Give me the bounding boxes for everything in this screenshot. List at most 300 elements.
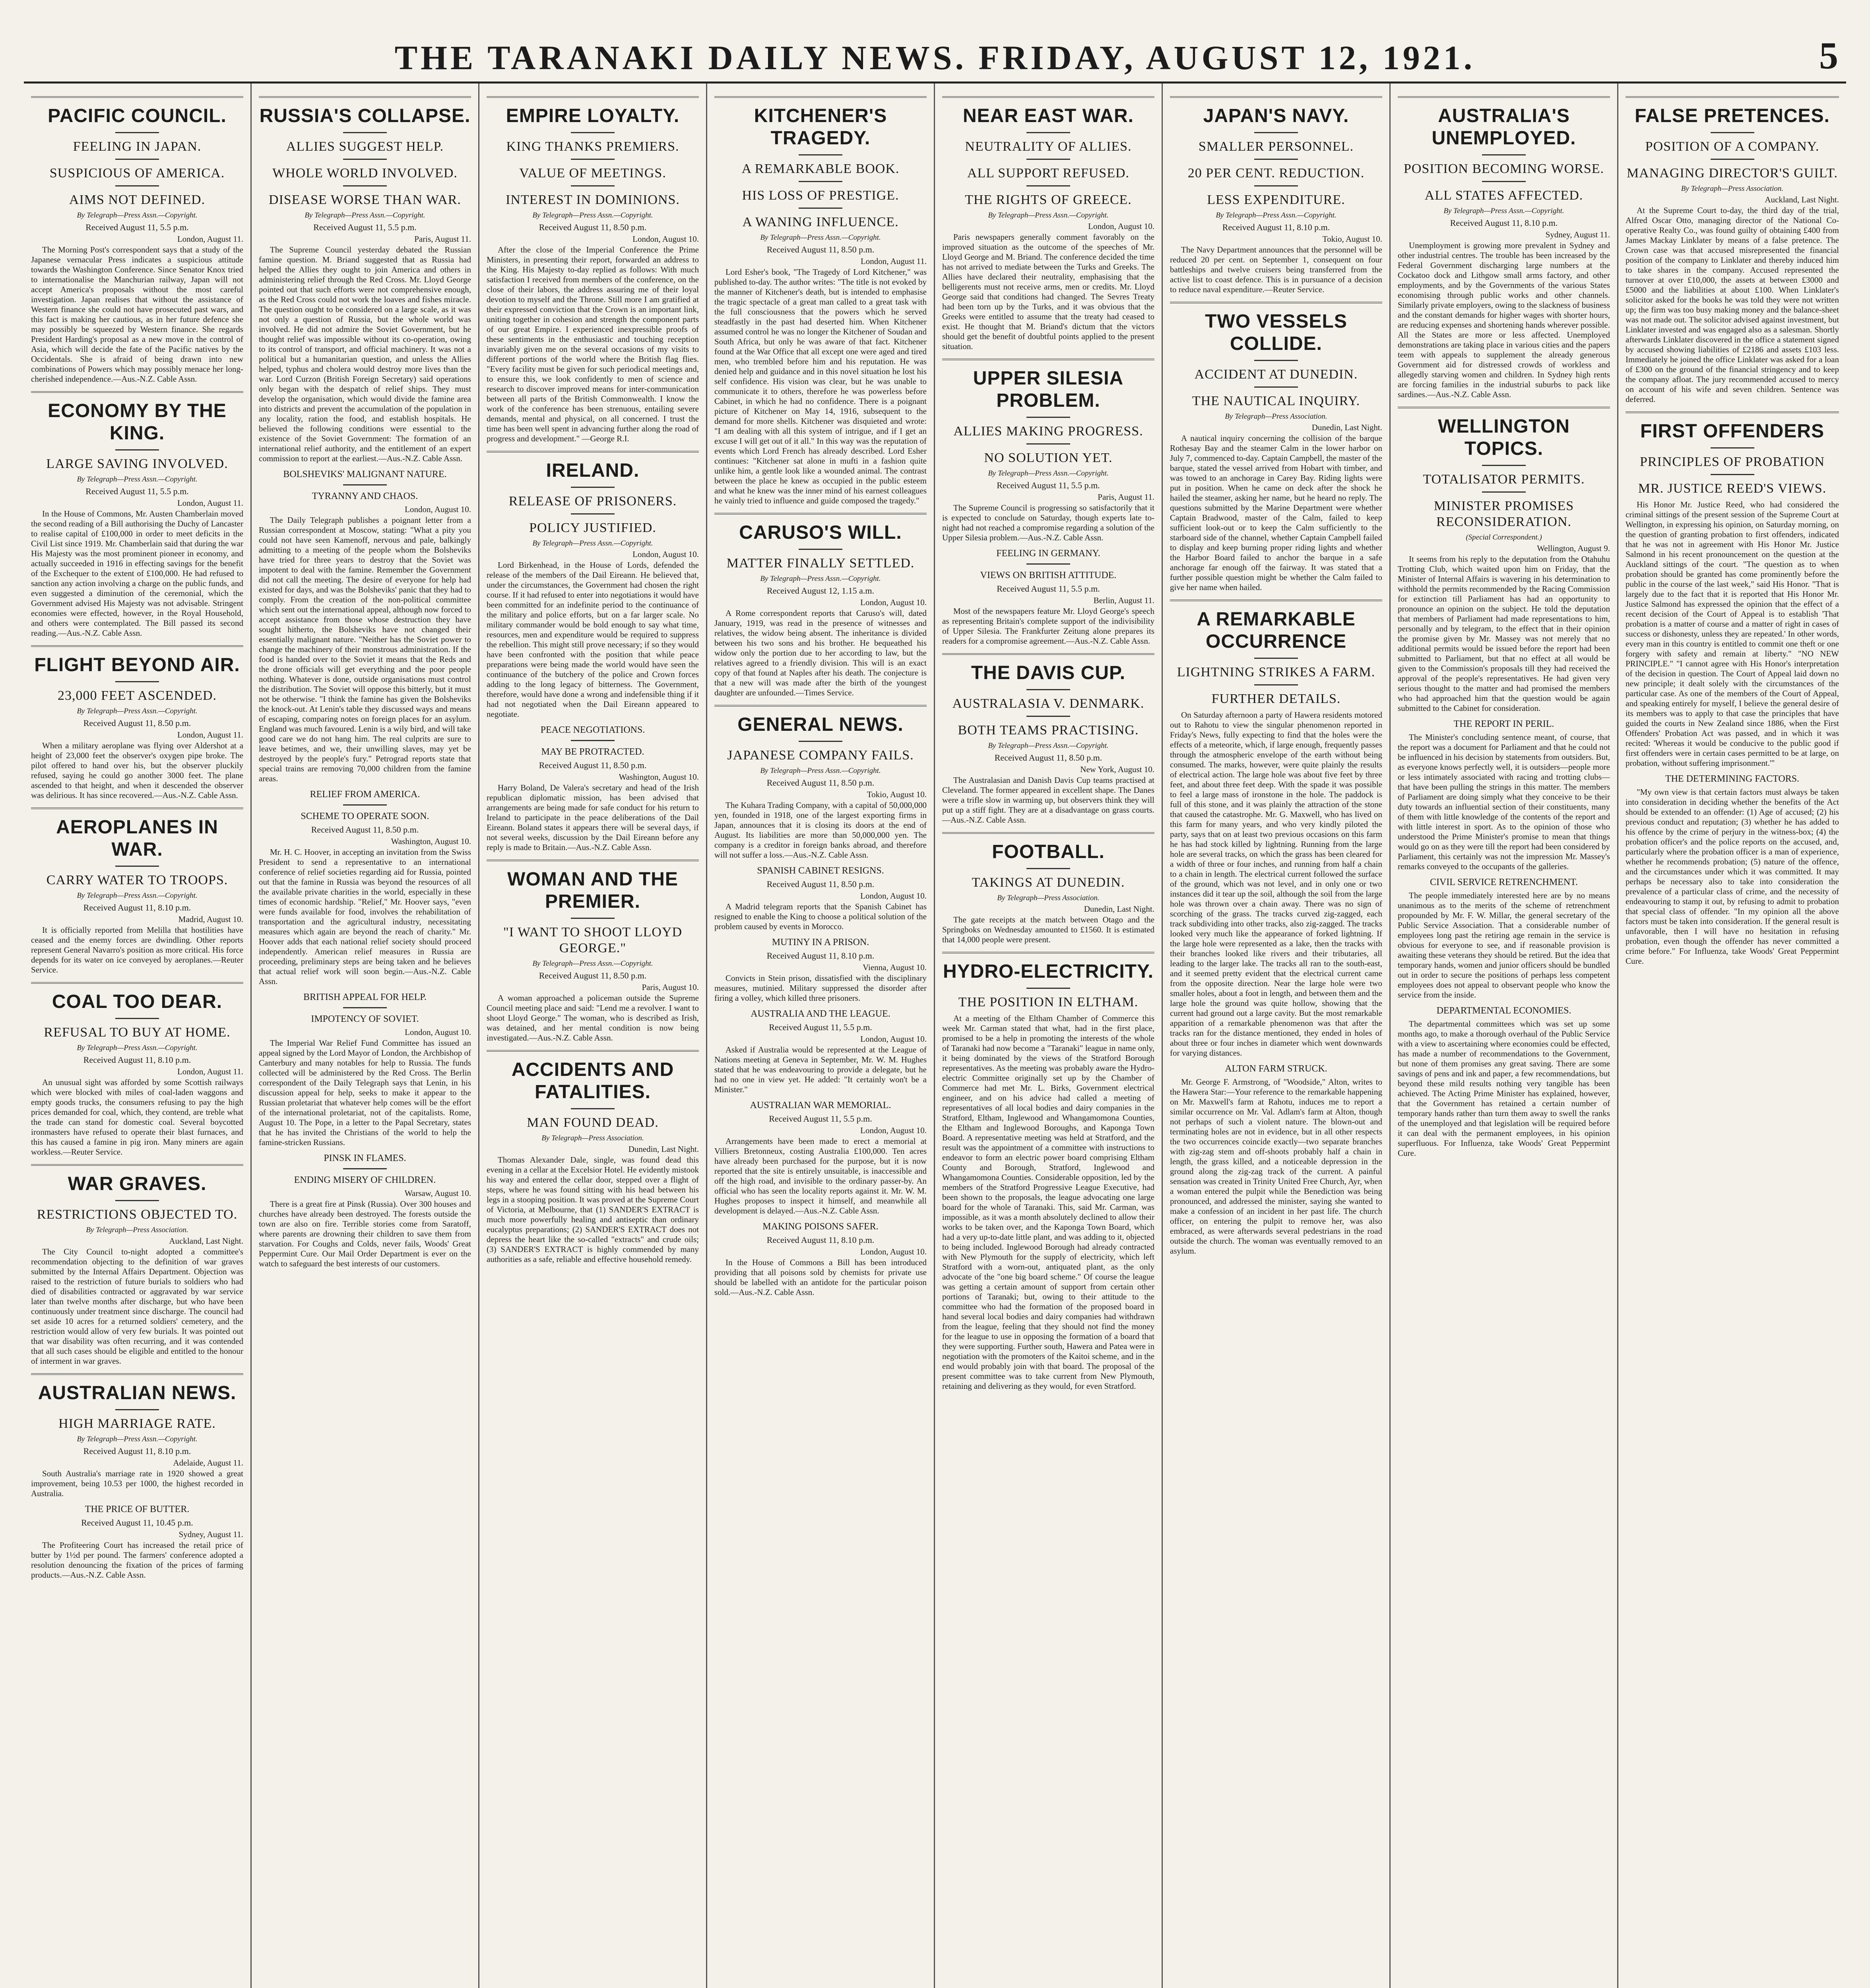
dateline: London, August 10.	[405, 505, 471, 514]
article	[1398, 1005, 1610, 1158]
article-body: On Saturday afternoon a party of Hawera residents motored out to Rahotu to view the singular phenomenon reported in Friday's News, fully expecting to find that the holes were the effects of a meteorite, which, if large enough, frequently passes through the atmospheric envelope of the earth without being consumed. The marks, however, were quite plainly the results of electrical action. The large hole was about five feet by three feet, and about three feet deep. With the spade it was possible to feel a large mass of ironstone in the hole. The paddock is full of this stone, and it was plainly the attraction of the stone that caused the catastrophe. Mr. G. Maxwell, who has lived on this farm for many years, and who very kindly piloted the party, says that on at least two previous occasions on this farm he has had stock killed by lightning. Running from the large hole are several tracks, on which the grass has been cleared for a width of three or four inches, and running from half a chain to a chain in length. The electrical current followed the surface of the ground, which was not level, and in only one or two instances did it tear up the soil, although the soil from the large hole was thrown over a chain away. There was no sign of scorching of the grass. The tracks curved zig-zagged, each track subdividing into other tracks, also zig-zagged. The tracks looked very much like the appearance of forked lightning. If the large hole were represented as a lake, then the tracks with their branches looked like rivers and their tributaries, all leading to the larger lake. The tracks all ran to the south-east, and it seemed pretty evident that the electrical current came from the opposite direction. Near the large hole were two smaller holes, about a foot in length, and between them and the large hole the ground was quite hollow, showing that the current had ground out a large cavity. But the most remarkable apparition of a remarkable phenomenon was that after the tracks ran for the distance mentioned, they ended in holes of about three or four inches in diameter which went downwards for varying distances.	[1170, 710, 1382, 1058]
dash-divider	[343, 1007, 387, 1008]
dash-divider	[1254, 386, 1298, 388]
dash-divider	[115, 1409, 159, 1410]
article-subheading: THE PRICE OF BUTTER.	[85, 1504, 190, 1514]
article-subheading: THE RIGHTS OF GREECE.	[965, 192, 1132, 207]
article-headline: WOMAN AND THE PREMIER.	[507, 869, 678, 912]
dateline: London, August 10.	[860, 891, 927, 901]
article-body: The Kuhara Trading Company, with a capital of 50,000,000 yen, founded in 1918, one of the largest exporting firms in Japan, announces that it is closing its doors at the end of August. Its liabilities are more than 50,000,000 yen. The company is a creditor in foreign banks abroad, and therefore will not suffer a loss.—Aus.-N.Z. Cable Assn.	[714, 800, 927, 860]
article-subheading: MINISTER PROMISES RECONSIDERATION.	[1434, 499, 1574, 529]
article-body: Mr. George F. Armstrong, of "Woodside," Alton, writes to the Hawera Star:—Your reference to the remarkable happening on Mr. Maxwell's farm at Rahotu, induces me to report a similar occurrence on Mr. Val. Adlam's farm at Alton, though not perhaps of such a violent nature. The blown-out and terminating holes are not in evidence, but in all other respects the two occurrences coincide exactly—two separate branches with zig-zag stem and off-shoots probably half a chain in length, the grass killed, and a noticeable depression in the ground along the zig-zag track of the current. A painful sensation was created in Trinity United Free Church, Ayr, when a woman entered the pulpit while the Benediction was being pronounced, and addressed the minister, saying she wanted to make a confession of an incident in her past life. The church officer, on entering the pulpit to remove her, was also embraced, as were afterwards several pedestrians in the road outside the church. The woman was eventually removed to an asylum.	[1170, 1077, 1382, 1256]
dash-divider	[571, 159, 615, 160]
article-subheading: ALLIES SUGGEST HELP.	[286, 139, 444, 154]
article-headline: AUSTRALIA'S UNEMPLOYED.	[1432, 105, 1576, 149]
section-rule	[31, 1164, 243, 1166]
article-body: A Rome correspondent reports that Caruso's will, dated January, 1919, was read in the presence of witnesses and relatives, the widow being absent. The inheritance is divided between his two sons and his brother. He bequeathed his widow only the portion due to her according to law, but the relatives agreed to a friendly division. This will is an exact copy of that found at Naples after his death. The conjecture is that a new will was made after the birth of the youngest daughter are unfounded.—Times Service.	[714, 608, 927, 697]
article-subheading: SCHEME TO OPERATE SOON.	[301, 811, 429, 821]
article	[1170, 302, 1382, 592]
article-subheading: MAY BE PROTRACTED.	[541, 747, 644, 757]
dateline: Wellington, August 9.	[1537, 544, 1610, 553]
columns	[24, 83, 1846, 1988]
dash-divider	[1482, 181, 1526, 182]
dash-divider	[571, 1108, 615, 1109]
wire-credit: By Telegraph—Press Association.	[541, 1134, 644, 1142]
article	[714, 936, 927, 1003]
article-subheading: MANAGING DIRECTOR'S GUILT.	[1626, 166, 1838, 181]
article-headline: KITCHENER'S TRAGEDY.	[754, 105, 887, 149]
dash-divider	[1026, 185, 1070, 186]
wire-credit: By Telegraph—Press Assn.—Copyright.	[532, 539, 653, 547]
dash-divider	[571, 740, 615, 741]
article-body: The Supreme Council is progressing so satisfactorily that it is expected to conclude on Saturday, though experts late to-night had not reached a compromise regarding a solution of the Upper Silesia problem.—Aus.-N.Z. Cable Assn.	[942, 503, 1154, 542]
article-subheading: LIGHTNING STRIKES A FARM.	[1177, 665, 1375, 679]
section-rule	[259, 96, 471, 98]
dash-divider	[799, 549, 842, 550]
article-headline: WAR GRAVES.	[68, 1173, 207, 1194]
dash-divider	[1026, 417, 1070, 418]
section-rule	[31, 1373, 243, 1375]
wire-credit: By Telegraph—Press Association.	[86, 1226, 188, 1234]
column-1	[24, 83, 252, 1988]
dateline: Washington, August 10.	[391, 837, 471, 846]
dateline: Washington, August 10.	[619, 772, 699, 782]
column-6	[1163, 83, 1391, 1988]
dash-divider	[115, 681, 159, 682]
article-subheading: HIS LOSS OF PRESTIGE.	[742, 188, 899, 203]
dash-divider	[799, 154, 842, 155]
article-body: The departmental committees which was set up some months ago, to make a thorough overhaul of the Public Service with a view to ascertaining where economies could be effected, has made a number of recommendations to the Government, but none of them promises any great saving. There are some savings of pens and ink and paper, a few recommendations, but beyond these mild results nothing very tangible has been achieved. The Acting Prime Minister has explained, however, that the Government has retained a certain number of temporary hands rather than turn them away to swell the ranks of the unemployed and that legislation will be required before it can deal with the permanent employees, in his opinion superfluous. For Influenza, take Woods' Great Peppermint Cure.	[1398, 1019, 1610, 1158]
article	[31, 808, 243, 975]
dateline: Adelaide, August 11.	[173, 1458, 243, 1468]
article-body: Convicts in Stein prison, dissatisfied with the disciplinary measures, mutinied. Military suppressed the disorder after firing a volley, which killed three prisoners.	[714, 973, 927, 1003]
article-headline: HYDRO-ELECTRICITY.	[943, 961, 1154, 982]
article-subheading: MR. JUSTICE REED'S VIEWS.	[1638, 481, 1827, 496]
article-subheading: TOTALISATOR PERMITS.	[1423, 472, 1585, 487]
wire-credit: (Special Correspondent.)	[1466, 533, 1542, 542]
article-subheading: "I WANT TO SHOOT LLOYD GEORGE."	[503, 925, 683, 955]
article-subheading: LARGE SAVING INVOLVED.	[46, 456, 228, 471]
received-time: Received August 11, 5.5 p.m.	[997, 480, 1100, 490]
dateline: Sydney, August 11.	[178, 1530, 243, 1539]
article-subheading: AIMS NOT DEFINED.	[69, 192, 206, 207]
dash-divider	[1026, 159, 1070, 160]
dateline: London, August 10.	[1088, 221, 1154, 231]
article-subheading: TYRANNY AND CHAOS.	[312, 491, 418, 501]
article-subheading: THE REPORT IN PERIL.	[1453, 719, 1554, 729]
article	[1398, 96, 1610, 400]
article-body: Harry Boland, De Valera's secretary and head of the Irish republican diplomatic mission, has been advised that arrangements are being made for safe conduct for his return to Ireland to participate in the peace deliberations of the Dail Eireann. Boland states it appears there will be several days, if not several weeks, discussion by the Dail Eireann before any reply is made to Britain.—Aus.-N.Z. Cable Assn.	[487, 783, 699, 852]
article	[1398, 876, 1610, 1000]
article-body: When a military aeroplane was flying over Aldershot at a height of 23,000 feet the observer's oxygen pipe broke. The pilot offered to hand over his, but the observer pluckily refused, saying he could go another 3000 feet. The plane ascended to that height, and when it descended the observer was delirious. It has since recovered.—Aus.-N.Z. Cable Assn.	[31, 741, 243, 800]
dateline: London, August 10.	[860, 1247, 927, 1256]
article-subheading: VALUE OF MEETINGS.	[519, 166, 666, 181]
article-subheading: NEUTRALITY OF ALLIES.	[965, 139, 1132, 154]
article-subheading: INTEREST IN DOMINIONS.	[506, 192, 680, 207]
article-body: After the close of the Imperial Conference the Prime Ministers, in presenting their report, forwarded an address to the King. His Majesty to-day replied as follows: With much satisfaction I received from members of the conference, on the close of their labors, the address assuring me of their loyal devotion to myself and the Throne. Still more I am gratified at their expressed conviction that the Crown is an important link, uniting together in cohesion and strength the component parts of our great Empire. I experienced inexpressible proofs of these sentiments in the enthusiastic and touching reception invariably given me on the several occasions of my visits to different portions of the world where the British flag flies. "Every facility must be given for such periodical meetings and, to ensure this, we look confidently to men of science and research to discover improved means for inter-communication between all parts of the British Commonwealth. I know the work of the conference has been strenuous, entailing severe demands, mental and physical, on all concerned. I trust the time has been well spent in advancing further along the road of progress and development." —George R.I.	[487, 245, 699, 443]
article	[1626, 96, 1839, 404]
received-time: Received August 11, 8.10 p.m.	[766, 1235, 875, 1245]
dash-divider	[1254, 684, 1298, 685]
section-rule	[487, 1050, 699, 1052]
dash-divider	[1026, 716, 1070, 717]
article	[487, 1050, 699, 1264]
dateline: London, August 11.	[860, 256, 927, 266]
article-subheading: POSITION OF A COMPANY.	[1645, 139, 1820, 154]
article-subheading: AUSTRALIA AND THE LEAGUE.	[751, 1009, 890, 1019]
dash-divider	[343, 1168, 387, 1169]
section-rule	[1626, 96, 1839, 98]
article-body: Thomas Alexander Dale, single, was found dead this evening in a cellar at the Excelsior Hotel. He evidently mistook his way and entered the cellar door, stepped over a flight of steps, where he was found sitting with his head between his legs in a stooping position. It was proved at the Supreme Court of Victoria, at Melbourne, that (1) SANDER'S EXTRACT is much more powerfully healing and antiseptic than ordinary eucalyptus preparations; (2) SANDER'S EXTRACT does not depress the heart like the so-called "extracts" and crude oils; (3) SANDER'S EXTRACT is highly commended by many authorities as a safe, reliable and effective household remedy.	[487, 1155, 699, 1264]
article-subheading: THE POSITION IN ELTHAM.	[958, 995, 1139, 1010]
wire-credit: By Telegraph—Press Assn.—Copyright.	[988, 469, 1109, 478]
dash-divider	[1026, 988, 1070, 989]
wire-credit: By Telegraph—Press Assn.—Copyright.	[77, 211, 198, 219]
article-subheading: MUTINY IN A PRISON.	[772, 937, 869, 947]
article-subheading: ENDING MISERY OF CHILDREN.	[294, 1175, 436, 1185]
dateline: London, August 10.	[860, 1126, 927, 1135]
dash-divider	[799, 181, 842, 182]
dateline: London, August 11.	[177, 730, 243, 740]
section-rule	[714, 513, 927, 514]
received-time: Received August 11, 8.50 p.m.	[994, 753, 1102, 763]
article-headline: AEROPLANES IN WAR.	[56, 817, 218, 860]
article-body: It is officially reported from Melilla that hostilities have ceased and the enemy forces are dwindling. Other reports represent General Navarro's position as more critical. His force depends for its water on ice conveyed by aeroplanes.—Reuter Service.	[31, 925, 243, 975]
article	[259, 96, 471, 464]
article-subheading: ALL STATES AFFECTED.	[1424, 188, 1583, 203]
dash-divider	[1482, 491, 1526, 493]
article	[942, 952, 1154, 1391]
article-subheading: JAPANESE COMPANY FAILS.	[727, 748, 914, 763]
section-rule	[31, 96, 243, 98]
article-subheading: POSITION BECOMING WORSE.	[1403, 161, 1604, 176]
section-rule	[1170, 96, 1382, 98]
article-subheading: RESTRICTIONS OBJECTED TO.	[37, 1207, 238, 1222]
article	[1626, 773, 1839, 966]
article	[259, 788, 471, 986]
dateline: Auckland, Last Night.	[169, 1236, 243, 1246]
received-time: Received August 12, 1.15 a.m.	[766, 586, 875, 596]
article-body: There is a great fire at Pinsk (Russia). Over 300 houses and churches have already been destroyed. The forests outside the town are also on fire. Terrible stories come from Saratoff, where parents are drowning their children to save them from starvation. For Coughs and Colds, never fails, Woods' Great Peppermint Cure. Our Mail Order Department is ever on the watch to safeguard the best interests of our customers.	[259, 1199, 471, 1268]
article	[942, 653, 1154, 825]
dash-divider	[343, 484, 387, 485]
column-4	[707, 83, 935, 1988]
wire-credit: By Telegraph—Press Association.	[997, 894, 1100, 902]
dash-divider	[115, 449, 159, 450]
dash-divider	[1254, 132, 1298, 133]
article-body: South Australia's marriage rate in 1920 showed a great improvement, being 10.53 per 1000, the highest recorded in Australia.	[31, 1469, 243, 1498]
dash-divider	[343, 159, 387, 160]
article-headline: THE DAVIS CUP.	[971, 662, 1126, 683]
dateline: Paris, August 11.	[1098, 492, 1154, 502]
article-subheading: PINSK IN FLAMES.	[324, 1153, 406, 1163]
received-time: Received August 11, 8.50 p.m.	[766, 879, 875, 889]
article	[259, 468, 471, 784]
article-subheading: ACCIDENT AT DUNEDIN.	[1194, 367, 1358, 382]
received-time: Received August 11, 8.10 p.m.	[1222, 222, 1330, 232]
column-8	[1618, 83, 1846, 1988]
article-subheading: DISEASE WORSE THAN WAR.	[269, 192, 461, 207]
dash-divider	[1026, 132, 1070, 133]
wire-credit: By Telegraph—Press Assn.—Copyright.	[760, 575, 881, 583]
column-3	[479, 83, 707, 1988]
article-subheading: PRINCIPLES OF PROBATION	[1639, 454, 1825, 469]
dash-divider	[1482, 154, 1526, 155]
dateline: Paris, August 11.	[414, 234, 471, 244]
article-subheading: FEELING IN JAPAN.	[73, 139, 202, 154]
article-subheading: MATTER FINALLY SETTLED.	[726, 556, 915, 571]
dateline: London, August 11.	[177, 1067, 243, 1076]
article-headline: COAL TOO DEAR.	[52, 991, 223, 1012]
article-body: At a meeting of the Eltham Chamber of Commerce this week Mr. Carman stated that what, had in the first place, promised to be a help in promoting the interests of the whole of Taranaki had now become a "Taranaki" league in name only, it being dominated by the views of the Stratford Borough representatives. As the meeting was probably aware the Hydro-electric Committee originally set up by the Chamber of Commerce had met Mr. L. Birks, Government electrical engineer, and on his advice had called a meeting of representatives of all local bodies and dairy companies in the Stratford, Eltham, Inglewood and Whangamomona Counties, the Eltham and Inglewood Boroughs, and Kaponga Town Board. A representative meeting was held at Stratford, and the result was the appointment of a committee with instructions to endeavor to form an electric power board comprising Eltham County and Borough, Stratford, Inglewood and Whangamomona Counties. Considerable opposition, led by the members of the Stratford Progressive League Executive, had been shown to the proposals, the league advocating one large board for the whole of Taranaki. This, said Mr. Carman, was impossible, as it was a month absolutely declined to allow their works to be taken over, and the Kaponga Town Board, which had a very up-to-date little plant, and was adding to it, objected to being included. Inglewood Borough had already contracted with New Plymouth for the supply of electricity, which left Stratford with a worn-out, antiquated plant, as the only advocate of the "one big board scheme." Of course the league was getting a certain amount of support from certain other portions of Taranaki; but, owing to their attitude to the committee who had the formation of the proposed board in hand several local bodies and dairy companies had withdrawn from the league, feeling that they should not find the money for the league to use in opposing the formation of a board that they were supporting. Further south, Hawera and Patea were in negotiation with the promoters of the Kaitoi scheme, and in the end would probably join with that board. The proposal of the present committee was to take current from New Plymouth, retaining and delivering as they would, for even Stratford.	[942, 1013, 1154, 1391]
article-subheading: LESS EXPENDITURE.	[1207, 192, 1345, 207]
article-subheading: SMALLER PERSONNEL.	[1198, 139, 1354, 154]
article-subheading: FURTHER DETAILS.	[1211, 691, 1341, 706]
article-body: Arrangements have been made to erect a memorial at Villiers Bretonneux, costing Australia £100,000. Ten acres have already been purchased for the purpose, but it is now reported that the site is entirely unsuitable, is inaccessible and off the high road, and invisible to the ordinary passer-by. An official who has seen the locality reports against it. Mr. W. M. Hughes proposes to inspect it himself, and meanwhile all development is delayed.—Aus.-N.Z. Cable Assn.	[714, 1136, 927, 1215]
article	[1398, 407, 1610, 713]
wire-credit: By Telegraph—Press Association.	[1681, 184, 1784, 193]
dateline: London, August 10.	[632, 549, 699, 559]
article-body: The Imperial War Relief Fund Committee has issued an appeal signed by the Lord Mayor of London, the Archbishop of Canterbury and many notables for help to Russia. The funds collected will be administered by the Red Cross. The Berlin correspondent of the Daily Telegraph says that Lenin, in his discussion appeal for help, seeks to make it appear to the Russian proletariat that whatever help comes will be the effort of the international proletariat, not of the capitalists. Rome, August 10. The Pope, in a letter to the Papal Secretary, states that he has invited the Christians of the world to help the famine-stricken Russians.	[259, 1038, 471, 1147]
dateline: Vienna, August 10.	[863, 963, 927, 972]
received-time: Received August 11, 5.5 p.m.	[313, 222, 417, 232]
dateline: Madrid, August 10.	[178, 914, 243, 924]
received-time: Received August 11, 5.5 p.m.	[769, 1022, 872, 1032]
section-rule	[487, 860, 699, 861]
article-subheading: 20 PER CENT. REDUCTION.	[1187, 166, 1365, 181]
received-time: Received August 11, 8.50 p.m.	[539, 971, 647, 980]
article-body: In the House of Commons, Mr. Austen Chamberlain moved the second reading of a Bill authorising the Duchy of Lancaster to realise capital of £100,000 in order to meet deficits in the Civil List since 1919. Mr. Chamberlain said that during the war His Majesty was the most prominent pioneer in economy, and actually succeeded in 1916 in effecting savings for the benefit of the Exchequer to the extent of £100,000. He had refused to sanction any action involving a charge on the public funds, and even suggested a diminution of the ceremonial, which the Government advised His Majesty was not advisable. Stringent economies were effected, however, in the Royal Household, and others were contemplated. The Bill passed its second reading.—Aus.-N.Z. Cable Assn.	[31, 509, 243, 638]
article	[714, 1099, 927, 1216]
article-subheading: AUSTRALIAN WAR MEMORIAL.	[750, 1100, 891, 1110]
received-time: Received August 11, 5.5 p.m.	[997, 584, 1100, 594]
dash-divider	[1711, 474, 1754, 475]
article-body: A woman approached a policeman outside the Supreme Council meeting place and said: "Lend me a revolver. I want to shoot Lloyd George." The woman, who is described as Irish, was detained, and her mental condition is now being investigated.—Aus.-N.Z. Cable Assn.	[487, 993, 699, 1043]
dash-divider	[115, 132, 159, 133]
article-body: In the House of Commons a Bill has been introduced providing that all poisons sold by chemists for private use should be labelled with an antidote for the particular poison sold.—Aus.-N.Z. Cable Assn.	[714, 1258, 927, 1297]
article	[487, 724, 699, 852]
dateline: Sydney, August 11.	[1545, 230, 1610, 239]
received-time: Received August 11, 8.10 p.m.	[83, 1446, 191, 1456]
section-rule	[31, 808, 243, 809]
article	[1626, 412, 1839, 768]
article-subheading: AUSTRALASIA V. DENMARK.	[952, 696, 1145, 711]
article	[487, 860, 699, 1043]
section-rule	[1170, 600, 1382, 601]
dash-divider	[1482, 465, 1526, 466]
column-5	[935, 83, 1163, 1988]
article	[31, 391, 243, 638]
article	[1170, 96, 1382, 295]
dateline: Warsaw, August 10.	[404, 1188, 471, 1198]
article-headline: RUSSIA'S COLLAPSE.	[259, 105, 471, 126]
article	[714, 1008, 927, 1095]
section-rule	[31, 982, 243, 984]
dash-divider	[799, 208, 842, 209]
dash-divider	[571, 513, 615, 514]
article-subheading: REFUSAL TO BUY AT HOME.	[44, 1025, 231, 1040]
article	[31, 1503, 243, 1580]
section-rule	[487, 451, 699, 452]
article-body: Mr. H. C. Hoover, in accepting an invitation from the Swiss President to send a representative to an international conference of relief societies regarding aid for Russia, pointed out that the famine in Russia was beyond the resources of all the available private charities in the world, especially in these times of economic hardship. "Relief," Mr. Hoover says, "even were funds available for food, involves the rehabilitation of transportation and the agricultural industry, necessitating measures which again are beyond the reach of charity." Mr. Hoover adds that each national relief society should proceed independently. American relief measures in Russia are proceeding, preliminary steps are being taken and he believes that actual relief work will soon begin.—Aus.-N.Z. Cable Assn.	[259, 847, 471, 986]
dash-divider	[115, 1200, 159, 1201]
dash-divider	[571, 132, 615, 133]
dash-divider	[1254, 159, 1298, 160]
article-subheading: NO SOLUTION YET.	[984, 450, 1113, 465]
section-rule	[1398, 96, 1610, 98]
wire-credit: By Telegraph—Press Assn.—Copyright.	[532, 959, 653, 968]
article-headline: JAPAN'S NAVY.	[1203, 105, 1349, 126]
dash-divider	[1026, 443, 1070, 445]
article-body: Unemployment is growing more prevalent in Sydney and other industrial centres. The trouble has been increased by the Federal Government discharging large numbers at the Cockatoo dock and Lithgow small arms factory, and other employments, and by the Governments of the various States economising through public works and other channels. Similarly private employers, owing to the slackness of business and the constant demands for higher wages with shorter hours, are reducing expenses and shortening hands wherever possible. All the States are more or less affected. Unemployed demonstrations are taking place in various cities and the papers teem with appeals to supplement the already generous Government aid for distressed crowds of workless and allegedly starving women and children. In Sydney high rents are forcing families in the industrial suburbs to pack like sardines.—Aus.-N.Z. Cable Assn.	[1398, 241, 1610, 399]
article-body: The City Council to-night adopted a committee's recommendation objecting to the definition of war graves submitted by the Internal Affairs Department. Objection was raised to the restriction of future burials to soldiers who had died of disabilities contracted or aggravated by war service later than twelve months after discharge, but who have been continuously under treatment since discharge. The council had set aside 10 acres for a returned soldiers' cemetery, and the restriction would allow of very few burials. It was pointed out that war disability was often recurring, and it was contended that all such cases should be eligible and entitled to the honour of interment in war graves.	[31, 1247, 243, 1366]
article-body: The Supreme Council yesterday debated the Russian famine question. M. Briand suggested that as Russia had helped the Allies they ought to join America and others in administering relief through the Red Cross. Mr. Lloyd George pointed out that such efforts were not comprehensive enough, as the Red Cross could not work the loaves and fishes miracle. The question ought to be considered on a large scale, as it was not only a question of Russia, but the whole world was involved. He did not admire the Soviet Government, but he thought relief was impossible without its co-operation, owing to its control of transport, and official machinery. It was not a political but a humanitarian question, and unless the Allies helped, typhus and cholera would destroy more lives than the war. Lord Curzon (British Foreign Secretary) said operations only began with the despatch of relief ships. They must develop the organisation, which would divide the famine area into districts and prevent the accumulation of the population in any locality, ration the food, and establish hospitals. He believed the following conditions were essential to the existence of the Soviet Government: The formation of an international relief authority, and the entitlement of an expert commission to report at the earliest.—Aus.-N.Z. Cable Assn.	[259, 245, 471, 463]
article-body: The Australasian and Danish Davis Cup teams practised at Cleveland. The former appeared in excellent shape. The Danes were a trifle slow in warming up, but observers think they will put up a stiff fight. They are at a disadvantage on grass courts.—Aus.-N.Z. Cable Assn.	[942, 775, 1154, 825]
section-rule	[31, 645, 243, 647]
wire-credit: By Telegraph—Press Assn.—Copyright.	[760, 233, 881, 242]
article-subheading: KING THANKS PREMIERS.	[506, 139, 679, 154]
article	[714, 96, 927, 506]
article	[714, 865, 927, 932]
article-headline: FIRST OFFENDERS	[1640, 421, 1824, 442]
article-subheading: HIGH MARRIAGE RATE.	[58, 1416, 216, 1431]
article-body: Lord Birkenhead, in the House of Lords, defended the release of the members of the Dail Eireann. He believed that, under the circumstances, the Government had chosen the right course. If it had refused to enter into negotiations it would have been committed for an indefinite period to the continuance of the military and police efforts, but on a far larger scale. No military commander would be bold enough to say what time, resources, men and expenditure would be required to suppress the rebellion. This might still prove necessary; if so they would have been confronted with the position that while peace preparations were being made the world would have seen the continuance of the butchery of the police and Crown forces adding to the long legacy of bitterness. The Government, therefore, would have done a wrong and indefensible thing if it had not negotiated when the Dail Eireann appeared to negotiate.	[487, 560, 699, 719]
dash-divider	[115, 866, 159, 867]
received-time: Received August 11, 8.10 p.m.	[1450, 218, 1558, 228]
article-headline: A REMARKABLE OCCURRENCE	[1197, 609, 1356, 652]
article-subheading: BOLSHEVIKS' MALIGNANT NATURE.	[283, 469, 447, 480]
section-rule	[942, 952, 1154, 953]
dash-divider	[1254, 360, 1298, 361]
dateline: London, August 11.	[177, 234, 243, 244]
dash-divider	[115, 1018, 159, 1019]
article-headline: ACCIDENTS AND FATALITIES.	[511, 1059, 674, 1103]
article-body: The Profiteering Court has increased the retail price of butter by 1½d per pound. The farmers' conference adopted a resolution denouncing the fixation of the prices of farming products.—Aus.-N.Z. Cable Assn.	[31, 1540, 243, 1580]
article-subheading: TAKINGS AT DUNEDIN.	[972, 875, 1125, 890]
article-body: The Daily Telegraph publishes a poignant letter from a Russian correspondent at Moscow, stating: "What a pity you could not have seen Kamenoff, nervous and pale, balkingly admitting to a meeting of the people whom the Bolsheviks have tried for three years to destroy that the Soviet was impotent to deal with the famine. Remember the Government did not call the meeting. The desire of everyone for help had existed for days, and was the Bolsheviks' panic that they had to comply. From the creation of the non-political committee which sent out the international appeal, although now forced to accept assistance from those whose destruction they have sought hitherto, the Bolsheviks have not changed their essentially malignant nature. "Neither has the Soviet power to change the machinery of their monstrous administration. If the food is handed over to the Soviet it means that the Reds and the drone officials will get everything and the poor people nothing. Whatever is done, outside organisations must control the distribution. The Soviet will oppose this bitterly, but it must not be otherwise. "I think the famine has given the Bolsheviks the knock-out. At Lenin's table they discussed ways and means of escaping, comparing notes on foreign places for an asylum. England was much favoured. Lenin is a wily bird, and will take good care we do not hang him. The real culprits are sure to leave betimes, and we, their unwilling slaves, may yet be destroyed by the people's fury." Petrograd reports state that special trains are removing 70,000 children from the famine areas.	[259, 515, 471, 783]
article-headline: FALSE PRETENCES.	[1635, 105, 1830, 126]
article-subheading: BOTH TEAMS PRACTISING.	[958, 723, 1139, 738]
dateline: Berlin, August 11.	[1093, 596, 1154, 605]
article-headline: ECONOMY BY THE KING.	[48, 400, 227, 444]
article	[259, 991, 471, 1147]
article	[714, 1221, 927, 1297]
article	[31, 982, 243, 1157]
dash-divider	[571, 185, 615, 186]
dash-divider	[1026, 689, 1070, 690]
article-subheading: POLICY JUSTIFIED.	[529, 520, 656, 535]
wire-credit: By Telegraph—Press Association.	[1225, 412, 1327, 421]
article	[1398, 718, 1610, 872]
article-body: The Morning Post's correspondent says that a study of the Japanese vernacular Press indicates a suspicious attitude towards the Washington Conference. Since Senator Knox tried to internationalise the Manchurian railway, Japan will not accept America's proposals without the most careful investigation. Japan realises that without the assistance of Western finance she could not have prosecuted past wars, and this fact is making her cautious, as in her future defence she may possibly be squeezed by Western finance. She regards President Harding's proposal as a new move in the control of Asia, which will decide the fate of the Pacific natives by the Occidentals. She is afraid of being drawn into new combinations of Powers which may possibly menace her long-cherished independence.—Aus.-N.Z. Cable Assn.	[31, 245, 243, 384]
dash-divider	[343, 804, 387, 806]
section-rule	[1170, 302, 1382, 303]
article-headline: WELLINGTON TOPICS.	[1438, 416, 1570, 459]
article	[31, 96, 243, 384]
column-2	[252, 83, 479, 1988]
article-body: A nautical inquiry concerning the collision of the barque Rothesay Bay and the steamer Calm in the lower harbor on July 7, commenced to-day. Captain Campbell, the master of the barque, stated the vessel arrived from Hobart with timber, and was towed to an anchorage in Carey Bay. Riding lights were put in position. When he came on deck after the shock he hailed the steamer, asking her name, but he heard no reply. The questions submitted by the Marine Department were whether Captain Bradwood, master of the Calm, failed to keep sufficient look-out or to keep the Calm sufficiently to the starboard side of the channel, whether Captain Campbell failed to display and keep burning proper riding lights and whether the Harbor Board failed to anchor the barque in a safe anchorage far enough off the fairway. It was stated that a further possible question might be whether the Calm failed to give her name when hailed.	[1170, 433, 1382, 592]
wire-credit: By Telegraph—Press Assn.—Copyright.	[760, 767, 881, 775]
article-subheading: THE DETERMINING FACTORS.	[1665, 774, 1800, 784]
dateline: London, August 10.	[860, 598, 927, 607]
article-subheading: RELIEF FROM AMERICA.	[310, 789, 420, 800]
article-headline: AUSTRALIAN NEWS.	[38, 1382, 237, 1404]
dash-divider	[1254, 658, 1298, 659]
article-subheading: ALLIES MAKING PROGRESS.	[953, 424, 1143, 439]
article-subheading: 23,000 FEET ASCENDED.	[57, 688, 217, 703]
article-subheading: DEPARTMENTAL ECONOMIES.	[1436, 1006, 1571, 1016]
article-headline: UPPER SILESIA PROBLEM.	[973, 368, 1124, 411]
article-body: Asked if Australia would be represented at the League of Nations meeting at Geneva in September, Mr. W. M. Hughes stated that he was endeavouring to provide a delegate, but he had no one in view yet. He added: "It certainly won't be a Minister."	[714, 1045, 927, 1094]
received-time: Received August 11, 8.50 p.m.	[83, 718, 191, 728]
article-headline: IRELAND.	[546, 460, 640, 481]
masthead-title: THE TARANAKI DAILY NEWS. FRIDAY, AUGUST 12, 1921.	[394, 39, 1476, 77]
wire-credit: By Telegraph—Press Assn.—Copyright.	[1443, 207, 1564, 215]
wire-credit: By Telegraph—Press Assn.—Copyright.	[532, 211, 653, 219]
article-body: The Navy Department announces that the personnel will be reduced 20 per cent. on September 1, consequent on four battleships and twelve cruisers being transferred from the active list to coast defence. This is in pursuance of a decision to reduce naval expenditure.—Reuter Service.	[1170, 245, 1382, 294]
dash-divider	[799, 741, 842, 742]
page-number: 5	[1819, 34, 1838, 77]
article-body: An unusual sight was afforded by some Scottish railways which were blocked with miles of coal-laden waggons and empty goods trucks, the consumers refusing to pay the high prices demanded for coal, which, they contend, are treble what the trade can stand for domestic coal. Several boycotted ironmasters have refused to operate their blast furnaces, and this has caused a famine in pig iron. Many miners are again workless.—Reuter Service.	[31, 1077, 243, 1157]
dash-divider	[1254, 185, 1298, 186]
dateline: London, August 10.	[405, 1027, 471, 1037]
masthead	[24, 36, 1846, 83]
article-body: Lord Esher's book, "The Tragedy of Lord Kitchener," was published to-day. The author writes: "The title is not evoked by the manner of Kitchener's death, but is intended to emphasise the tragic spectacle of a great man called to a great task with the full consciousness that the powers which he served steadfastly in the past had deserted him. When Kitchener assumed control he was no longer the Kitchener of Soudan and South Africa, but only he was aware of that fact. Kitchener found at the War Office that all except one were aged and tired men, who trembled before him and his reputation. He was denied help and guidance and in this novel situation he lost his self confidence. His vision was clear, but he was unable to communicate it to others, therefore he was powerless before Cabinet, in which he had no confidence. There is a poignant picture of Kitchener on May 14, 1916, subsequent to the demand for more shells. Kitchener was disquieted and wrote: "I am dealing with all this system of intrigue, and if I get an excuse I will get out of it all." In this way was the reputation of events which Lord French has already described. Lord Esher continues: "Kitchener sat alone in mufti in a fashion quite unlike him, a gentle look like a wounded animal. The contrast between the place he knew as occupied in the public esteem and what he knew was the inner mind of his earnest colleagues he vainly tried to influence and guide composed the tragedy."	[714, 267, 927, 505]
article-subheading: RELEASE OF PRISONERS.	[508, 494, 677, 509]
dash-divider	[343, 132, 387, 133]
article-body: At the Supreme Court to-day, the third day of the trial, Alfred Oscar Otto, managing director of the National Co-operative Realty Co., was found guilty of obtaining £400 from James Mackay Linklater by means of a false pretence. The Crown case was that accused misrepresented the financial position of the company to Linklater and thereby induced him to take shares in the company. Accused represented the turnover at over £10,000, the assets at between £3000 and £5000 and the liabilities at about £100. When Linklater's solicitor asked for the books he was told they were not written up; the firm was too busy making money and the balance-sheet was not made out. The solicitor advised against investment, but Linklater invested and was engaged also as a salesman. Shortly afterwards Linklater discovered in the office a statement signed by accused showing liabilities of £2186 and assets £103 less. Immediately he joined the office Linklater was asked for a loan of £300 on the ground of the financial stringency and to keep the company afloat. The jury recommended accused to mercy on account of his wife and seven children. Sentence was deferred.	[1626, 206, 1839, 404]
article-subheading: CARRY WATER TO TROOPS.	[46, 873, 228, 887]
article	[259, 1152, 471, 1269]
article-subheading: FEELING IN GERMANY.	[996, 548, 1100, 559]
section-rule	[942, 359, 1154, 360]
dash-divider	[115, 159, 159, 160]
article-subheading: BRITISH APPEAL FOR HELP.	[303, 992, 427, 1002]
article-subheading: A REMARKABLE BOOK.	[741, 161, 900, 176]
wire-credit: By Telegraph—Press Assn.—Copyright.	[77, 1044, 198, 1052]
wire-credit: By Telegraph—Press Assn.—Copyright.	[988, 211, 1109, 219]
article-body: A Madrid telegram reports that the Spanish Cabinet has resigned to enable the King to choose a political solution of the problem caused by events in Morocco.	[714, 902, 927, 931]
article-body: "My own view is that certain factors must always be taken into consideration in deciding whether the benefits of the Act should be extended to an offender: (1) Age of accused; (2) his previous conduct and reputation; (3) whether he has added to his offence by the crime of perjury in the witness-box; (4) the probation officer's and the police reports on the accused, and, particularly where the probation officer is a man of experience, whether he recommends probation; (5) nature of the offence, and the circumstances under which it was committed. It may perhaps be necessary also to take into consideration the prevalence of a particular class of crime, and the necessity of endeavouring to stamp it out, by refusing to admit to probation that special class of offender. "In my opinion all the above factors must be taken into consideration. If the general result is unfavorable, then I will have no hesitation in refusing probation, even though the offender has never committed a crime before." For Influenza, take Woods' Great Peppermint Cure.	[1626, 787, 1839, 966]
article	[487, 96, 699, 444]
section-rule	[1626, 412, 1839, 413]
received-time: Received August 11, 5.5 p.m.	[769, 1114, 872, 1124]
article-subheading: ALL SUPPORT REFUSED.	[967, 166, 1130, 181]
dash-divider	[1026, 868, 1070, 869]
article-subheading: SUSPICIOUS OF AMERICA.	[49, 166, 225, 181]
article-headline: FLIGHT BEYOND AIR.	[34, 654, 240, 676]
received-time: Received August 11, 8.50 p.m.	[539, 222, 647, 232]
received-time: Received August 11, 5.5 p.m.	[85, 222, 189, 232]
dateline: New York, August 10.	[1080, 765, 1154, 774]
article-subheading: ALTON FARM STRUCK.	[1225, 1064, 1327, 1074]
dateline: Tokio, August 10.	[1322, 234, 1382, 244]
article	[31, 1164, 243, 1366]
received-time: Received August 11, 8.50 p.m.	[311, 825, 419, 835]
dateline: Dunedin, Last Night.	[1084, 904, 1154, 914]
dash-divider	[1711, 132, 1754, 133]
article-subheading: WHOLE WORLD INVOLVED.	[272, 166, 458, 181]
dateline: Auckland, Last Night.	[1765, 195, 1839, 204]
dateline: London, August 11.	[177, 498, 243, 508]
column-7	[1391, 83, 1618, 1988]
dash-divider	[115, 185, 159, 186]
article-headline: FOOTBALL.	[992, 841, 1105, 862]
section-rule	[714, 96, 927, 98]
dateline: London, August 10.	[632, 234, 699, 244]
dash-divider	[343, 185, 387, 186]
article	[942, 832, 1154, 945]
